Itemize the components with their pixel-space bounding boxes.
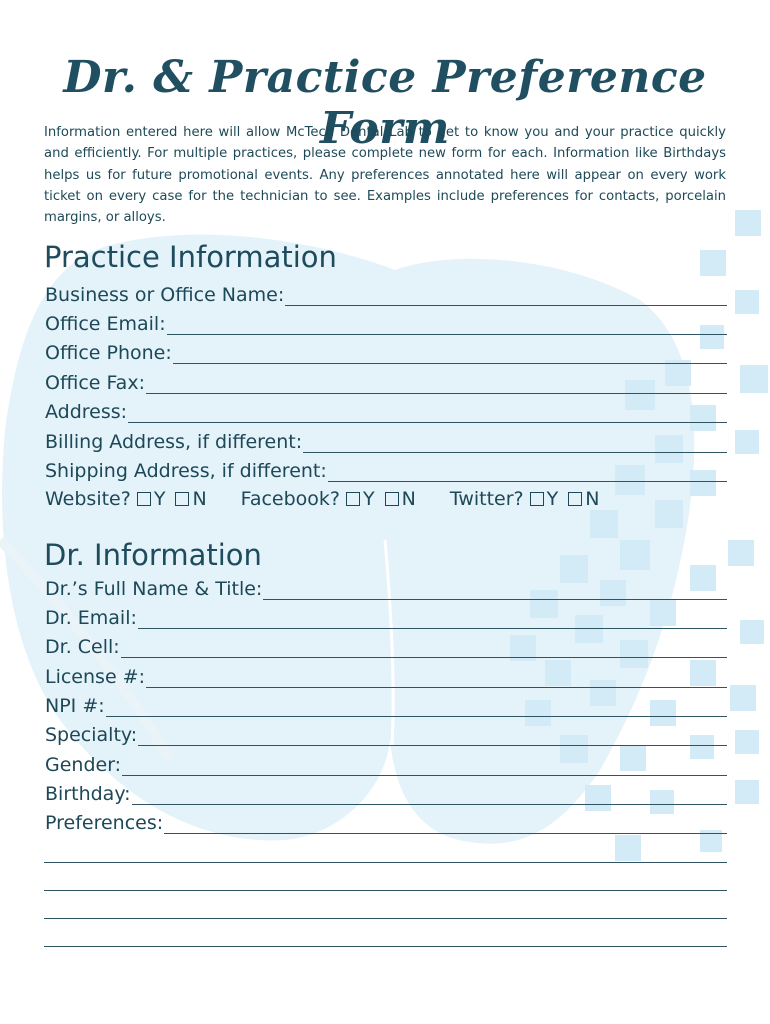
preferences-extra-line[interactable] [44, 946, 727, 947]
birthday-field[interactable] [45, 779, 727, 805]
license-field[interactable] [45, 662, 727, 688]
input-line[interactable] [138, 725, 727, 746]
input-line[interactable] [285, 285, 727, 306]
field-label: Dr. Cell: [45, 636, 120, 658]
office-phone-field[interactable] [45, 338, 727, 364]
field-label: NPI #: [45, 695, 105, 717]
field-label: Shipping Address, if different: [45, 460, 327, 482]
field-label: Address: [45, 401, 128, 423]
facebook-label: Facebook? [240, 488, 341, 510]
field-label: Office Phone: [45, 342, 172, 364]
input-line[interactable] [121, 637, 727, 658]
office-email-field[interactable] [45, 309, 727, 335]
field-label: Specialty: [45, 724, 138, 746]
input-line[interactable] [128, 402, 727, 423]
preferences-extra-line[interactable] [44, 918, 727, 919]
form-title: Dr. & Practice Preference Form [63, 52, 707, 154]
preferences-field[interactable] [45, 808, 727, 834]
dr-email-field[interactable] [45, 603, 727, 629]
input-line[interactable] [164, 813, 727, 834]
field-label: Office Fax: [45, 372, 145, 394]
social-media-row [45, 486, 727, 512]
input-line[interactable] [146, 373, 727, 394]
billing-address-field[interactable] [45, 427, 727, 453]
website-no-checkbox[interactable] [175, 492, 189, 506]
field-label: Business or Office Name: [45, 284, 285, 306]
field-label: Office Email: [45, 313, 166, 335]
field-label: Birthday: [45, 783, 131, 805]
field-label: Dr.’s Full Name & Title: [45, 578, 263, 600]
dr-cell-field[interactable] [45, 632, 727, 658]
doctor-heading: Dr. Information [44, 538, 262, 572]
facebook-yes-checkbox[interactable] [346, 492, 360, 506]
input-line[interactable] [122, 755, 727, 776]
twitter-label: Twitter? [449, 488, 524, 510]
gender-field[interactable] [45, 750, 727, 776]
facebook-no-checkbox[interactable] [385, 492, 399, 506]
yes-label: Y [153, 488, 166, 510]
input-line[interactable] [138, 608, 727, 629]
field-label: License #: [45, 666, 145, 688]
preferences-extra-line[interactable] [44, 862, 727, 863]
field-label: Preferences: [45, 812, 164, 834]
input-line[interactable] [173, 343, 727, 364]
no-label: N [585, 488, 600, 510]
business-name-field[interactable] [45, 280, 727, 306]
website-group [45, 488, 211, 510]
input-line[interactable] [263, 579, 727, 600]
yes-label: Y [546, 488, 559, 510]
website-label: Website? [45, 488, 131, 510]
twitter-yes-checkbox[interactable] [530, 492, 544, 506]
website-yes-checkbox[interactable] [137, 492, 151, 506]
npi-field[interactable] [45, 691, 727, 717]
field-label: Gender: [45, 754, 122, 776]
input-line[interactable] [146, 667, 727, 688]
preferences-extra-line[interactable] [44, 890, 727, 891]
intro-paragraph: Information entered here will allow McTech Dental Lab to get to know you and your practice quickly and efficiently. For multiple practices, please complete new form for each. Information like Birthdays helps us for future promotional events. Any preferences annotated here will appear on every work ticket on every case for the technician to see. Examples include preferences for contacts, porcelain margins, or alloys. [44, 125, 726, 226]
twitter-no-checkbox[interactable] [568, 492, 582, 506]
input-line[interactable] [167, 314, 727, 335]
no-label: N [192, 488, 207, 510]
twitter-group [450, 488, 604, 510]
specialty-field[interactable] [45, 720, 727, 746]
field-label: Billing Address, if different: [45, 431, 303, 453]
shipping-address-field[interactable] [45, 456, 727, 482]
input-line[interactable] [132, 784, 727, 805]
facebook-group [241, 488, 420, 510]
no-label: N [401, 488, 416, 510]
office-fax-field[interactable] [45, 368, 727, 394]
practice-heading: Practice Information [44, 240, 337, 274]
yes-label: Y [363, 488, 375, 510]
input-line[interactable] [328, 461, 727, 482]
input-line[interactable] [303, 432, 727, 453]
dr-full-name-field[interactable] [45, 574, 727, 600]
address-field[interactable] [45, 397, 727, 423]
input-line[interactable] [106, 696, 727, 717]
field-label: Dr. Email: [45, 607, 137, 629]
